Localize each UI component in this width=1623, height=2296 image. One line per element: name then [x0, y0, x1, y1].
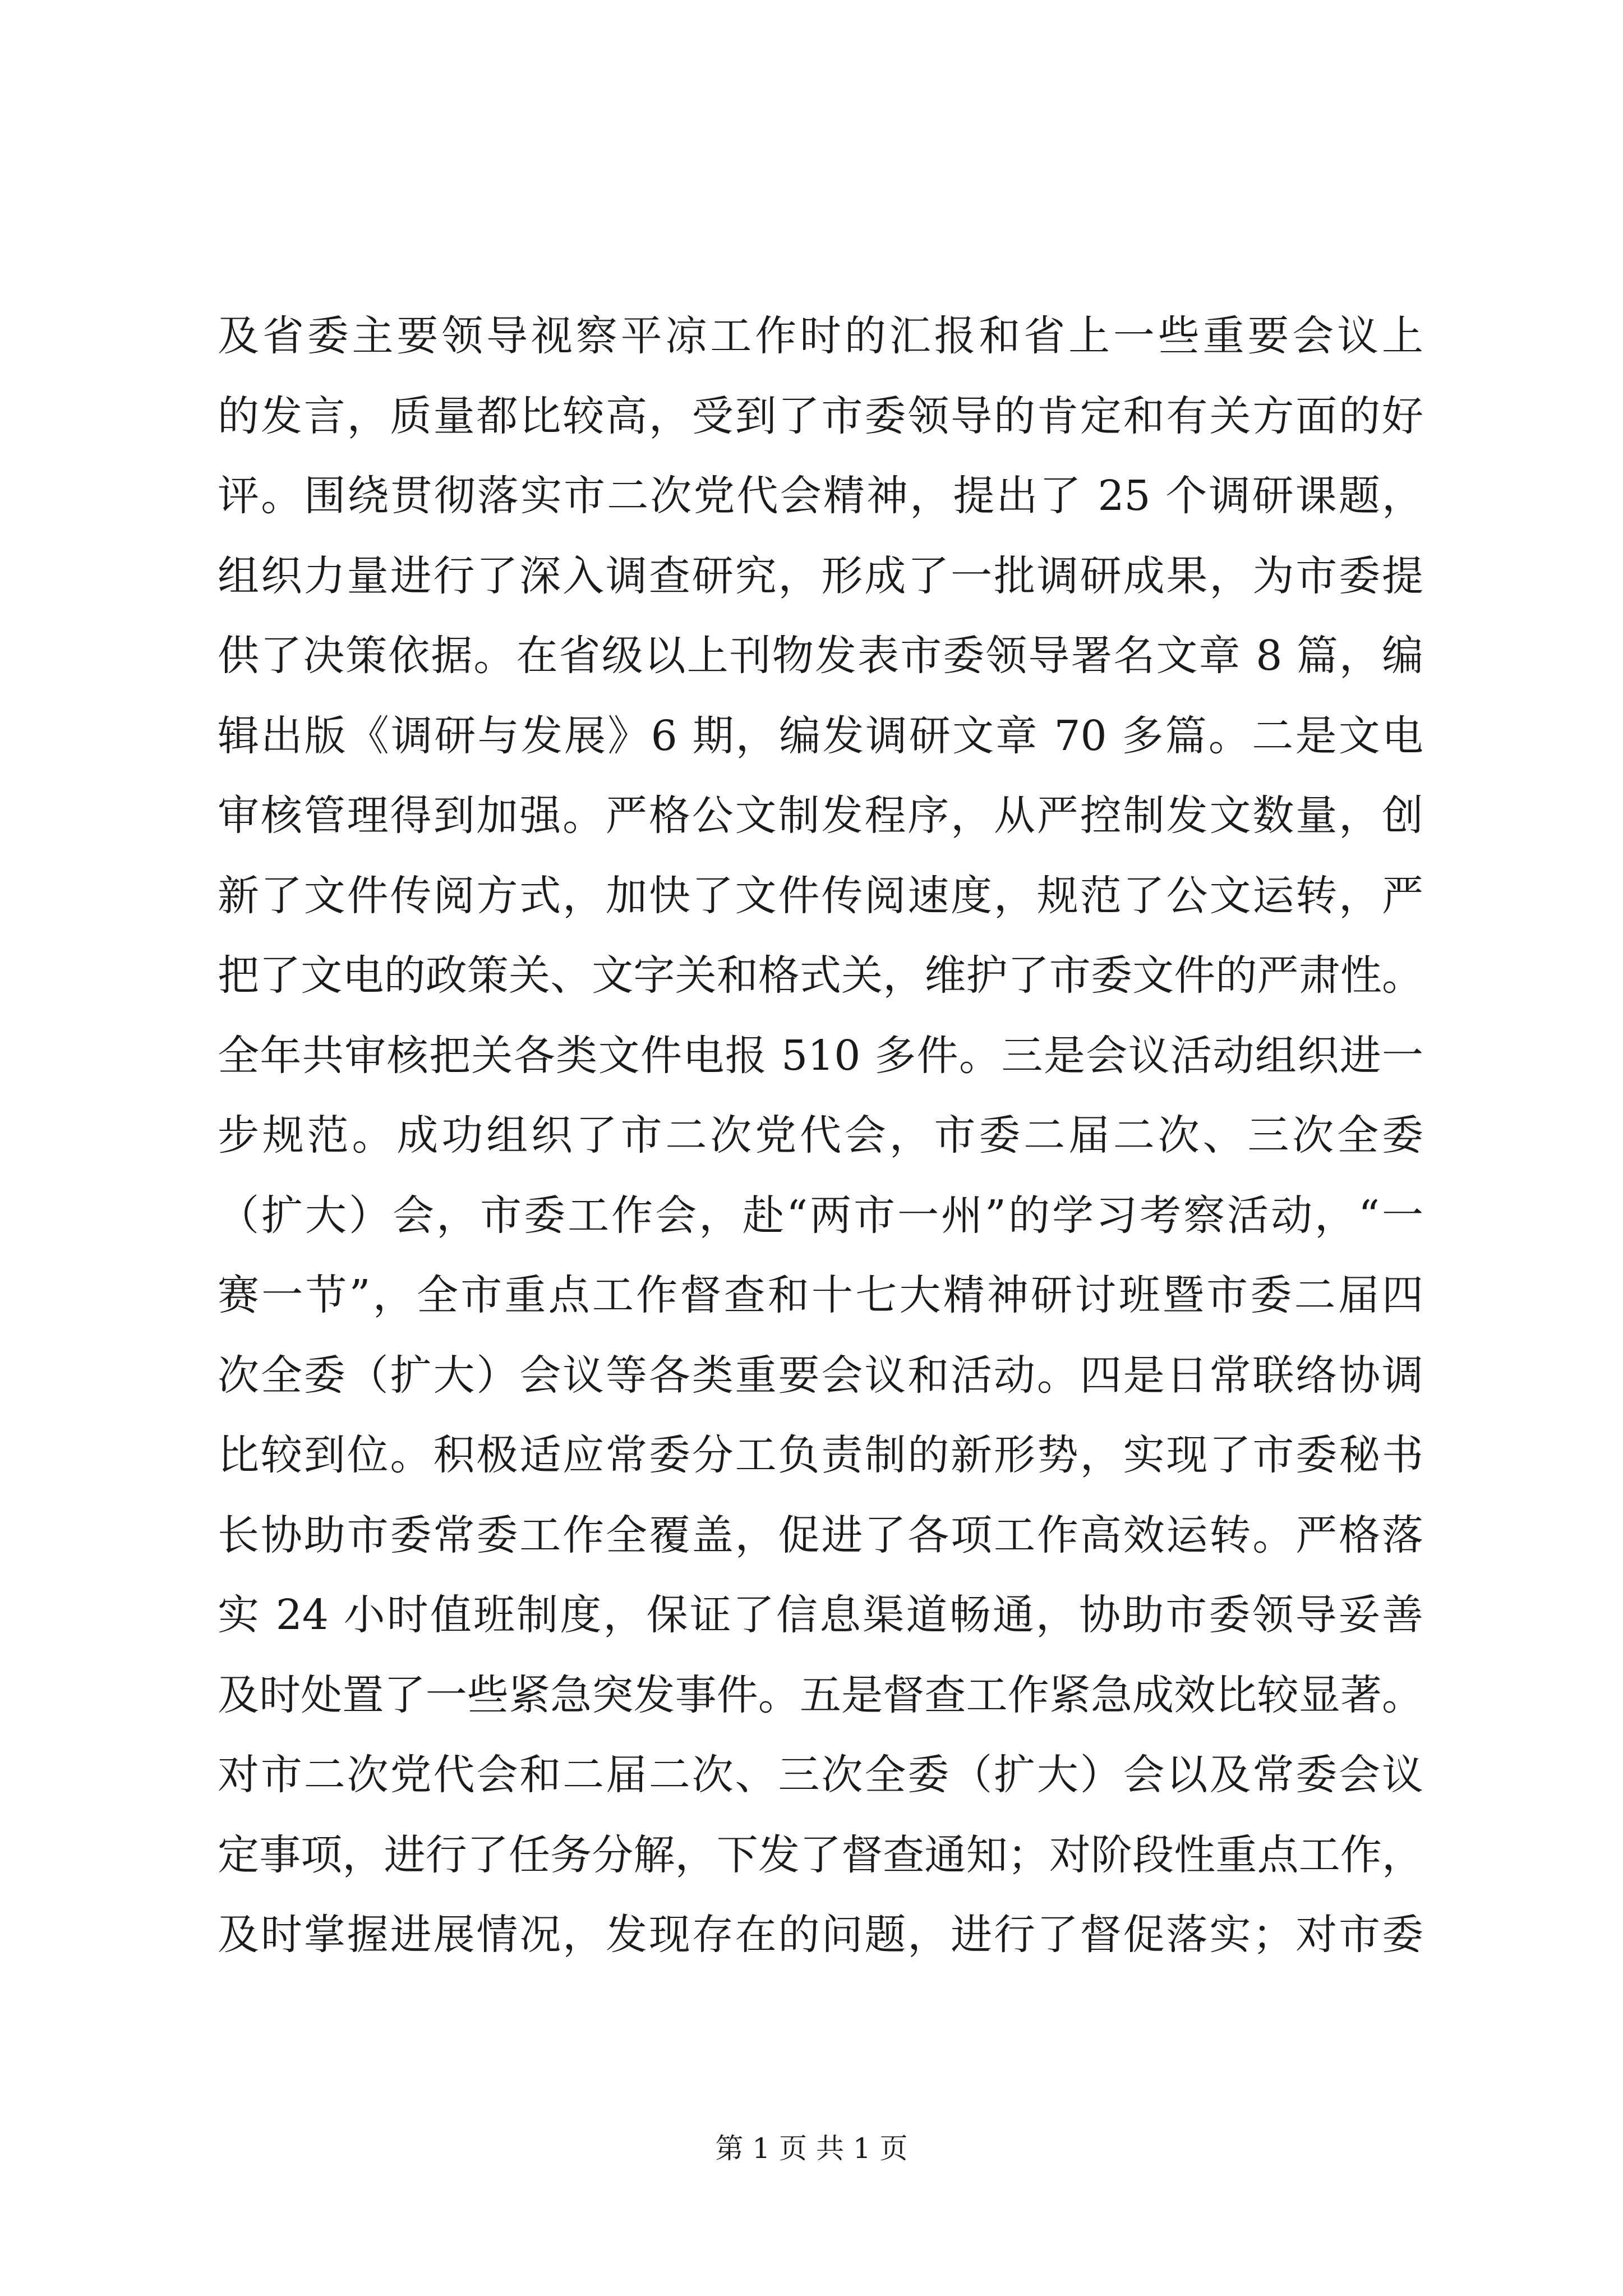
text-line: 组织力量进行了深入调查研究，形成了一批调研成果，为市委提	[218, 551, 1423, 600]
text-line: 对市二次党代会和二届二次、三次全委（扩大）会以及常委会议	[218, 1751, 1423, 1799]
text-line: 比较到位。积极适应常委分工负责制的新形势，实现了市委秘书	[218, 1431, 1423, 1479]
text-line: 的发言，质量都比较高，受到了市委领导的肯定和有关方面的好	[218, 392, 1423, 440]
text-line: 及省委主要领导视察平凉工作时的汇报和省上一些重要会议上	[218, 312, 1423, 360]
page-number-footer: 第 1 页 共 1 页	[715, 2132, 908, 2165]
text-line: 辑出版《调研与发展》6 期，编发调研文章 70 多篇。二是文电	[218, 711, 1423, 760]
text-line: 定事项，进行了任务分解，下发了督查通知；对阶段性重点工作，	[218, 1830, 1423, 1879]
text-line: 及时处置了一些紧急突发事件。五是督查工作紧急成效比较显著。	[218, 1671, 1423, 1719]
text-line: 次全委（扩大）会议等各类重要会议和活动。四是日常联络协调	[218, 1351, 1423, 1400]
body-text	[218, 296, 1423, 1975]
text-line: 长协助市委常委工作全覆盖，促进了各项工作高效运转。严格落	[218, 1511, 1423, 1559]
text-line: 新了文件传阅方式，加快了文件传阅速度，规范了公文运转，严	[218, 871, 1423, 920]
text-line: 审核管理得到加强。严格公文制发程序，从严控制发文数量，创	[218, 792, 1423, 840]
text-line: 赛一节”，全市重点工作督查和十七大精神研讨班暨市委二届四	[218, 1271, 1423, 1319]
text-line: 供了决策依据。在省级以上刊物发表市委领导署名文章 8 篇，编	[218, 632, 1423, 680]
text-line: 及时掌握进展情况，发现存在的问题，进行了督促落实；对市委	[218, 1911, 1423, 1959]
text-line: 全年共审核把关各类文件电报 510 多件。三是会议活动组织进一	[218, 1031, 1423, 1080]
text-line: （扩大）会，市委工作会，赴“两市一州”的学习考察活动，“一	[218, 1191, 1423, 1240]
text-line: 把了文电的政策关、文字关和格式关，维护了市委文件的严肃性。	[218, 951, 1423, 1000]
text-line: 实 24 小时值班制度，保证了信息渠道畅通，协助市委领导妥善	[218, 1591, 1423, 1639]
text-line: 评。围绕贯彻落实市二次党代会精神，提出了 25 个调研课题，	[218, 472, 1423, 520]
text-line: 步规范。成功组织了市二次党代会，市委二届二次、三次全委	[218, 1111, 1423, 1159]
